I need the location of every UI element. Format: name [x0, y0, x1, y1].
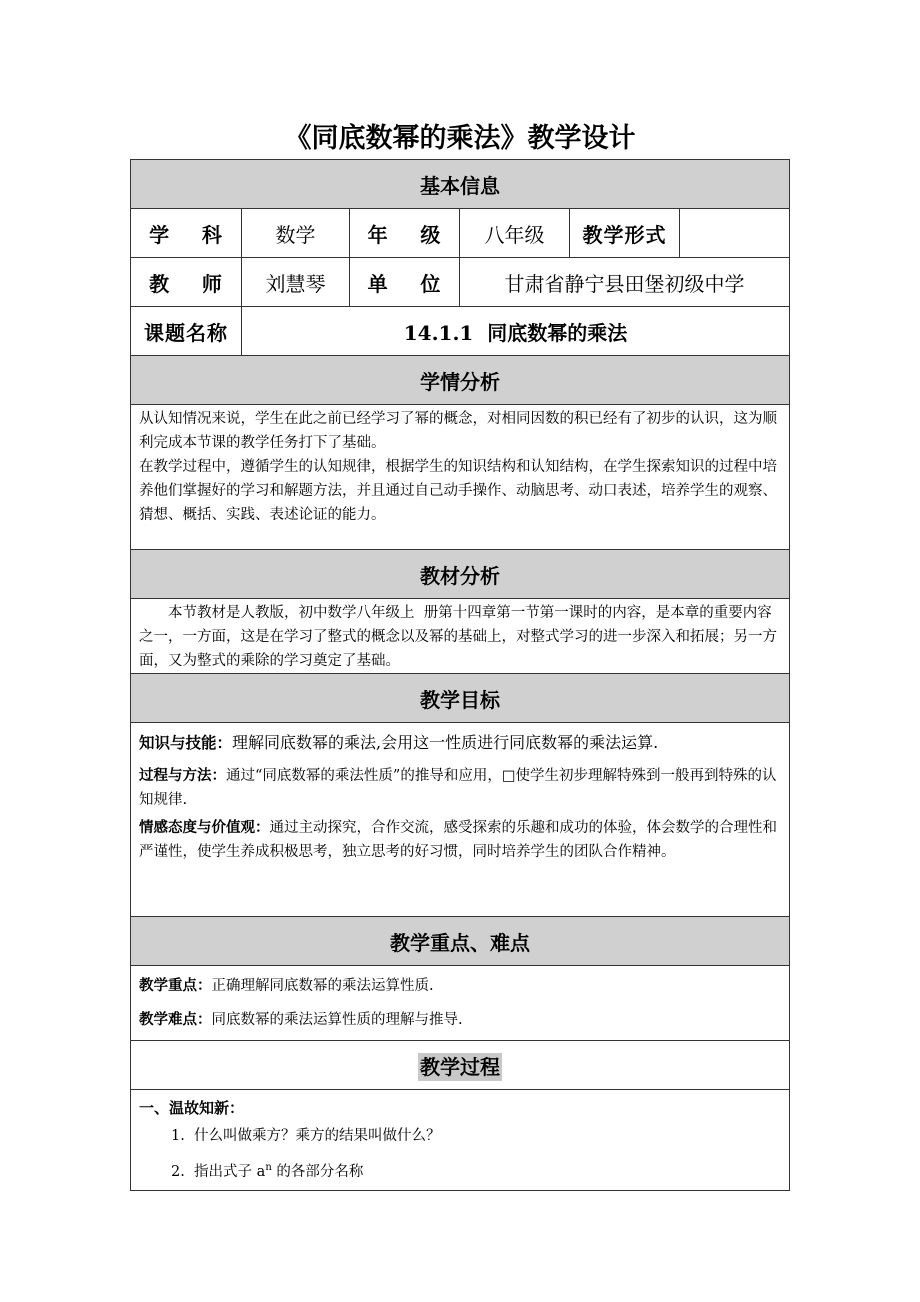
teacher-value: 刘慧琴	[242, 258, 350, 307]
grade-label: 年 级	[350, 209, 460, 258]
difficulty-text: 同底数幂的乘法运算性质的理解与推导.	[211, 1012, 463, 1028]
subject-label: 学 科	[131, 209, 242, 258]
review-section-title: 一、温故知新：	[139, 1099, 245, 1117]
topic-label: 课题名称	[131, 307, 242, 356]
knowledge-text: 理解同底数幂的乘法,会用这一性质进行同底数幂的乘法运算.	[232, 733, 659, 752]
objectives-body	[131, 723, 790, 917]
form-label: 教学形式	[570, 209, 680, 258]
review-item-2	[139, 1156, 781, 1184]
student-analysis-p2: 在教学过程中，遵循学生的认知规律，根据学生的知识结构和认知结构，在学生探索知识的过程中培养他们掌握好的学习和解题方法，并且通过自己动手操作、动脑思考、动口表述，培养学生的观察、猜想、概括、实践、表述论证的能力。	[139, 459, 777, 523]
student-analysis-body	[131, 405, 790, 550]
material-analysis-body	[131, 599, 790, 674]
unit-value: 甘肃省静宁县田堡初级中学	[460, 258, 790, 307]
student-analysis-header: 学情分析	[131, 356, 790, 405]
attitude-label: 情感态度与价值观：	[139, 820, 270, 836]
process-header: 教学过程	[420, 1054, 500, 1079]
material-analysis-p1: 本节教材是人教版，初中数学八年级上 册第十四章第一节第一课时的内容，是本章的重要内容之一，一方面，这是在学习了整式的概念以及幂的基础上，对整式学习的进一步深入和拓展；另一方面，又为整式的乘除的学习奠定了基础。	[139, 605, 777, 669]
process-method-label: 过程与方法：	[139, 768, 226, 784]
review-item-1: 1. 什么叫做乘方？乘方的结果叫做什么？	[171, 1128, 441, 1144]
key-points-header: 教学重点、难点	[131, 917, 790, 966]
process-method-text: 通过“同底数幂的乘法性质”的推导和应用，□使学生初步理解特殊到一般再到特殊的认知规律.	[139, 768, 777, 808]
key-points-body	[131, 966, 790, 1041]
basic-info-header: 基本信息	[131, 160, 790, 209]
process-header-cell	[131, 1041, 790, 1090]
lesson-plan-table	[130, 159, 790, 1191]
attitude-text: 通过主动探究，合作交流，感受探索的乐趣和成功的体验，体会数学的合理性和严谨性，使学生养成积极思考，独立思考的好习惯，同时培养学生的团队合作精神。	[139, 820, 777, 860]
subject-value: 数学	[242, 209, 350, 258]
form-value	[680, 209, 790, 258]
topic-value: 14.1.1 同底数幂的乘法	[242, 307, 790, 356]
key-point-text: 正确理解同底数幂的乘法运算性质.	[211, 978, 434, 994]
page-title: 《同底数幂的乘法》教学设计	[284, 123, 636, 154]
difficulty-label: 教学难点：	[139, 1012, 212, 1028]
key-point-label: 教学重点：	[139, 978, 212, 994]
knowledge-label: 知识与技能：	[139, 734, 233, 752]
review-item-2-suffix: 的各部分名称	[271, 1163, 364, 1180]
grade-value: 八年级	[460, 209, 570, 258]
student-analysis-p1: 从认知情况来说，学生在此之前已经学习了幂的概念，对相同因数的积已经有了初步的认识，这为顺利完成本节课的教学任务打下了基础。	[139, 411, 777, 451]
objectives-header: 教学目标	[131, 674, 790, 723]
unit-label: 单 位	[350, 258, 460, 307]
review-item-2-sup: n	[265, 1162, 272, 1173]
process-body	[131, 1090, 790, 1191]
review-item-2-prefix: 2. 指出式子 a	[171, 1163, 266, 1180]
teacher-label: 教 师	[131, 258, 242, 307]
material-analysis-header: 教材分析	[131, 550, 790, 599]
